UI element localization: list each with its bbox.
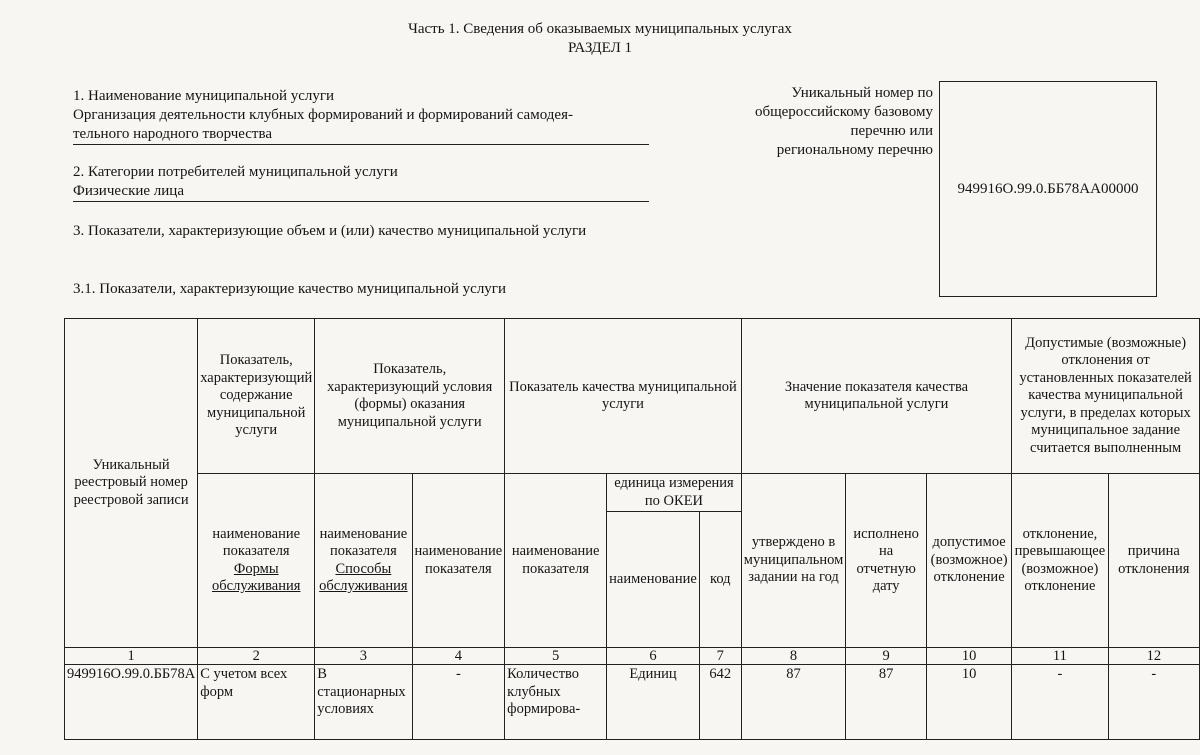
col-number: 5 bbox=[505, 648, 607, 665]
consumer-category-value: Физические лица bbox=[73, 182, 649, 202]
col-number: 2 bbox=[198, 648, 315, 665]
header-quality-indicator: Показатель качества муниципальной услуги bbox=[505, 319, 742, 474]
cell-condition: В стационарных условиях bbox=[315, 665, 412, 740]
col-number: 1 bbox=[65, 648, 198, 665]
table-row bbox=[65, 665, 1200, 740]
header-unit-code: код bbox=[699, 512, 741, 648]
header-col8-sub: утверждено в муниципальном задании на год bbox=[741, 474, 846, 648]
service-name-value: Организация деятельности клубных формирований и формирований самодея- тельного народного творчества bbox=[73, 106, 649, 145]
volume-quality-heading: 3. Показатели, характеризующие объем и (или) качество муниципальной услуги bbox=[73, 223, 587, 239]
header-col4-sub: наименование показателя bbox=[412, 474, 505, 648]
unique-number-box bbox=[939, 81, 1157, 297]
col-number: 12 bbox=[1108, 648, 1199, 665]
col-number: 8 bbox=[741, 648, 846, 665]
cell-unit-name: Единиц bbox=[607, 665, 700, 740]
cell-col4: - bbox=[412, 665, 505, 740]
col-number: 9 bbox=[846, 648, 927, 665]
col-number: 3 bbox=[315, 648, 412, 665]
cell-executed: 87 bbox=[846, 665, 927, 740]
header-col3-sub: наименование показателя Способы обслуживания bbox=[315, 474, 412, 648]
header-quality-value: Значение показателя качества муниципальной услуги bbox=[741, 319, 1011, 474]
cell-exceed: - bbox=[1012, 665, 1108, 740]
column-numbers-row bbox=[65, 648, 1200, 665]
header-col2-sub: наименование показателя Формы обслуживания bbox=[198, 474, 315, 648]
header-col10-sub: допустимое (возможное) отклонение bbox=[926, 474, 1011, 648]
service-name-label: 1. Наименование муниципальной услуги bbox=[73, 88, 335, 104]
header-col9-sub: исполнено на отчетную дату bbox=[846, 474, 927, 648]
cell-indicator: Количество клубных формирова- bbox=[505, 665, 607, 740]
header-col12-sub: причина отклонения bbox=[1108, 474, 1199, 648]
part-title: Часть 1. Сведения об оказываемых муниципальных услугах bbox=[408, 21, 792, 37]
unique-number-code: 949916О.99.0.ББ78АА00000 bbox=[957, 180, 1139, 197]
consumer-category-label: 2. Категории потребителей муниципальной услуги bbox=[73, 164, 398, 180]
unique-number-label: Уникальный номер по общероссийскому базовому перечню или региональному перечню bbox=[754, 85, 933, 158]
col-number: 7 bbox=[699, 648, 741, 665]
header-condition-indicator: Показатель, характеризующий условия (формы) оказания муниципальной услуги bbox=[315, 319, 505, 474]
cell-registry-number: 949916О.99.0.ББ78А bbox=[65, 665, 198, 740]
header-col11-sub: отклонение, превышающее (возможное) отклонение bbox=[1012, 474, 1108, 648]
consumer-category-block bbox=[73, 163, 649, 202]
col-number: 4 bbox=[412, 648, 505, 665]
cell-reason: - bbox=[1108, 665, 1199, 740]
cell-allowed: 10 bbox=[926, 665, 1011, 740]
header-allowed-deviation: Допустимые (возможные) отклонения от установленных показателей качества муниципальной услуги, в пределах которых муниципальное задание считается выполненным bbox=[1012, 319, 1200, 474]
header-col5-sub: наименование показателя bbox=[505, 474, 607, 648]
col-number: 11 bbox=[1012, 648, 1108, 665]
header-unit: единица измерения по ОКЕИ bbox=[607, 474, 742, 512]
service-name-block bbox=[73, 87, 649, 145]
section-title: РАЗДЕЛ 1 bbox=[567, 40, 633, 56]
col-number: 10 bbox=[926, 648, 1011, 665]
quality-indicators-heading: 3.1. Показатели, характеризующие качество муниципальной услуги bbox=[73, 281, 506, 297]
header-content-indicator: Показатель, характеризующий содержание муниципальной услуги bbox=[198, 319, 315, 474]
page-heading bbox=[0, 20, 1200, 58]
cell-content: С учетом всех форм bbox=[198, 665, 315, 740]
header-unit-name: наименование bbox=[607, 512, 700, 648]
header-registry-number: Уникальный реестровый номер реестровой записи bbox=[65, 319, 198, 648]
quality-indicators-table bbox=[64, 318, 1200, 740]
cell-approved: 87 bbox=[741, 665, 846, 740]
cell-unit-code: 642 bbox=[699, 665, 741, 740]
col-number: 6 bbox=[607, 648, 700, 665]
